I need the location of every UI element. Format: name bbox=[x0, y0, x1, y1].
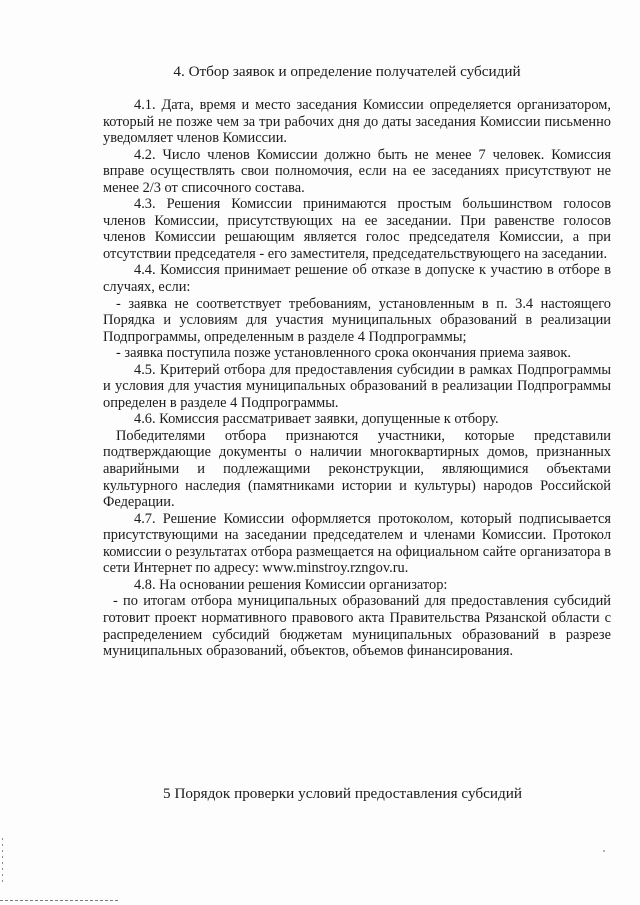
paragraph-4-4-item-1: - заявка не соответствует требованиям, установленным в п. 3.4 настоящего Порядка и условиям для участия муниципальных образований в реализации Подпрограммы, определенным в разделе 4 Подпрограммы; bbox=[103, 295, 611, 345]
paragraph-4-8-item-1: - по итогам отбора муниципальных образований для предоставления субсидий готовит проект нормативного правового акта Правительства Рязанской области с распределением субсидий бюджетам муниципальных образований в разрезе муниципальных образований, объектов, объемов финансирования. bbox=[103, 593, 611, 660]
paragraph-4-4: 4.4. Комиссия принимает решение об отказе в допуске к участию в отборе в случаях, если: bbox=[103, 262, 611, 296]
paragraph-4-6: 4.6. Комиссия рассматривает заявки, допущенные к отбору. bbox=[134, 411, 499, 428]
paragraph-4-2: 4.2. Число членов Комиссии должно быть не менее 7 человек. Комиссия вправе осуществлять свои полномочия, если на ее заседаниях присутствуют не менее 2/3 от списочного состава. bbox=[103, 146, 611, 196]
paragraph-4-5: 4.5. Критерий отбора для предоставления субсидии в рамках Подпрограммы и условия для участия муниципальных образований в реализации Подпрограммы определен в разделе 4 Подпрограммы. bbox=[103, 361, 611, 411]
scan-bottom-edge bbox=[0, 900, 118, 901]
paragraph-4-3: 4.3. Решения Комиссии принимаются простым большинством голосов членов Комиссии, присутствующих на ее заседании. При равенстве голосов членов Комиссии решающим является голос председателя Комиссии, а при отсутствии председателя - его заместителя, председательствующего на заседании. bbox=[103, 196, 611, 262]
section-4-heading: 4. Отбор заявок и определение получателей субсидий bbox=[173, 63, 521, 80]
paragraph-4-1: 4.1. Дата, время и место заседания Комиссии определяется организатором, который не позже чем за три рабочих дня до даты заседания Комиссии письменно уведомляет членов Комиссии. bbox=[103, 97, 611, 147]
scan-speck bbox=[603, 850, 605, 852]
scan-edge-marks bbox=[2, 838, 3, 886]
section-5-heading: 5 Порядок проверки условий предоставления субсидий bbox=[163, 785, 522, 802]
section-4-body bbox=[103, 97, 611, 660]
paragraph-4-8: 4.8. На основании решения Комиссии организатор: bbox=[134, 576, 448, 593]
paragraph-4-7: 4.7. Решение Комиссии оформляется протоколом, который подписывается присутствующими на заседании председателем и членами Комиссии. Протокол комиссии о результатах отбора размещается на официальном сайте организатора в сети Интернет по адресу: www.minstroy.rzngov.ru. bbox=[103, 510, 611, 577]
paragraph-4-6-winners: Победителями отбора признаются участники, которые представили подтверждающие документы о наличии многоквартирных домов, признанных аварийными и подлежащими реконструкции, являющимися объектами культурного наследия (памятниками истории и культуры) народов Российской Федерации. bbox=[103, 427, 611, 511]
paragraph-4-4-item-2: - заявка поступила позже установленного срока окончания приема заявок. bbox=[116, 345, 571, 362]
